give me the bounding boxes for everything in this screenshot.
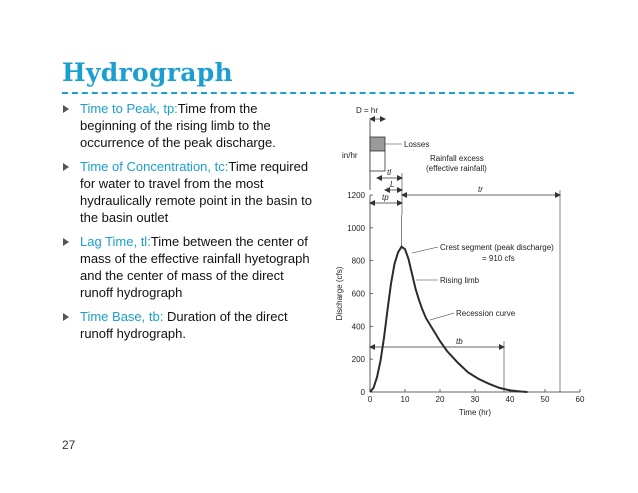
bullet-term: Time Base, tb: [80, 309, 164, 324]
y-axis-title: Discharge (cfs) [335, 266, 344, 321]
bullet-arrow-icon [63, 313, 69, 321]
y-tick-label: 800 [351, 256, 365, 266]
crest-leader [412, 247, 438, 253]
bullet-text: Time between the center of mass of the effective rainfall hyetograph and the center of mass of the direct runoff hydrograph [80, 234, 310, 300]
rainfall-excess-label: Rainfall excess [430, 154, 484, 163]
bullet-time-of-concentration [62, 158, 312, 226]
title-divider [62, 92, 574, 94]
bullet-text: Time required for water to travel from the most hydraulically remote point in the basin to the basin outlet [80, 159, 312, 225]
x-tick-label: 10 [400, 395, 410, 404]
bullet-time-base [62, 308, 312, 342]
bullet-term: Lag Time, tl: [80, 234, 151, 249]
rain-duration-label: D = hr [356, 106, 379, 115]
x-tick-label: 20 [435, 395, 445, 404]
chart-axes [335, 191, 585, 417]
bullet-term: Time of Concentration, tc: [80, 159, 229, 174]
rain-unit-label: in/hr [342, 151, 358, 160]
tr-label: tr [478, 185, 483, 194]
recession-leader [430, 313, 454, 320]
crest-value-label: = 910 cfs [482, 254, 515, 263]
x-tick-label: 30 [470, 395, 480, 404]
losses-block [370, 137, 385, 151]
x-tick-label: 40 [505, 395, 515, 404]
bullet-lag-time [62, 233, 312, 301]
tp-label: tp [382, 193, 389, 202]
bullet-arrow-icon [63, 105, 69, 113]
x-axis-title: Time (hr) [458, 408, 492, 417]
hydrograph-figure [330, 95, 590, 420]
rainfall-excess-sublabel: (effective rainfall) [426, 164, 487, 173]
tb-label: tb [456, 337, 463, 346]
recession-label: Recession curve [456, 309, 516, 318]
x-tick-label: 50 [540, 395, 550, 404]
y-tick-label: 200 [351, 355, 365, 365]
L-label: L [390, 180, 395, 189]
bullet-arrow-icon [63, 238, 69, 246]
bullet-text: Time from the beginning of the rising limb to the occurrence of the peak discharge. [80, 101, 276, 150]
tl-label: tl [387, 168, 391, 177]
x-tick-label: 60 [575, 395, 585, 404]
rainfall-excess-block [370, 151, 385, 171]
bullet-time-to-peak [62, 100, 312, 151]
y-tick-label: 1000 [347, 223, 365, 233]
x-tick-label: 0 [367, 395, 373, 404]
y-tick-label: 0 [360, 388, 365, 397]
bullet-term: Time to Peak, tp: [80, 101, 178, 116]
y-tick-label: 400 [351, 322, 365, 332]
bullet-list [62, 100, 312, 349]
losses-label: Losses [404, 140, 430, 149]
y-tick-label: 600 [351, 289, 365, 299]
rising-limb-label: Rising limb [440, 276, 480, 285]
crest-label: Crest segment (peak discharge) [440, 243, 554, 252]
bullet-arrow-icon [63, 163, 69, 171]
page-number: 27 [62, 438, 76, 452]
y-tick-label: 1200 [347, 191, 365, 200]
bullet-text: Duration of the direct runoff hydrograph. [80, 309, 288, 341]
slide-title: Hydrograph [62, 58, 233, 87]
